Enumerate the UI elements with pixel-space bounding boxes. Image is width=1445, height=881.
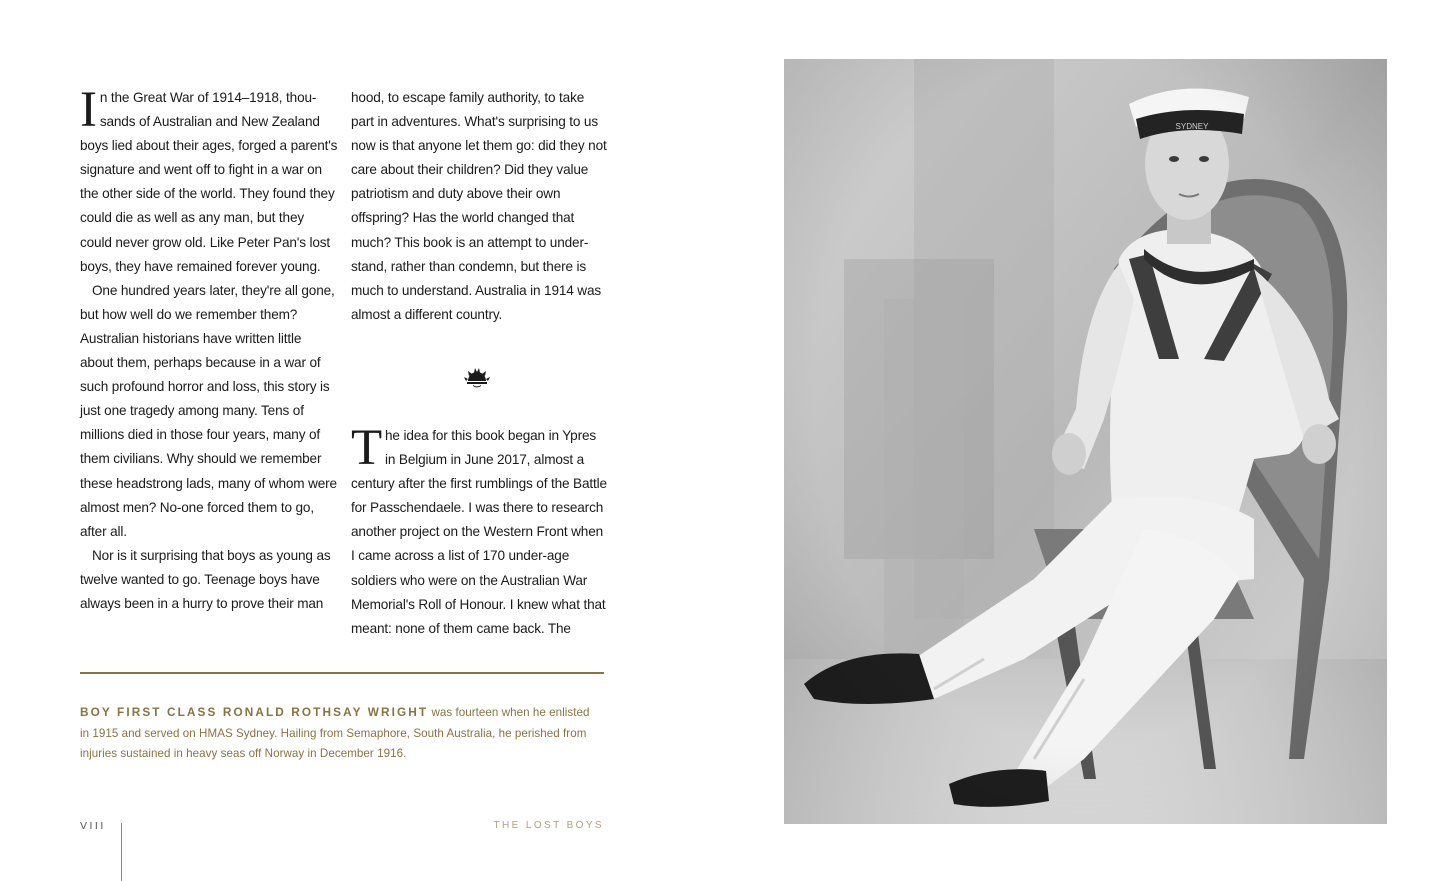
running-head: THE LOST BOYS [493, 820, 604, 831]
body-section-two [351, 420, 609, 641]
drop-cap: I [80, 82, 97, 138]
drop-cap: T [351, 420, 383, 476]
page-number: VIII [80, 820, 106, 832]
caption-rule [80, 672, 604, 674]
caption-name: BOY FIRST CLASS RONALD ROTHSAY WRIGHT [80, 705, 429, 719]
gutter-line [121, 823, 122, 881]
body-column-right [351, 86, 609, 327]
body-column-left [80, 82, 338, 616]
caption-text: was fourteen when he enlisted in 1915 and served on HMAS Sydney. Hailing from Semaphore, South Australia, he perished from injuries sustained in heavy seas off Norway in December 1916. [80, 706, 590, 760]
portrait-photo [784, 59, 1387, 824]
rising-sun-icon [464, 368, 490, 388]
paragraph-4: hood, to escape family authority, to take part in adventures. What's surprising to us now is that anyone let them go: did they not care about their children? Did they value patriotism and duty above their own offspring? Has the world changed that much? This book is an attempt to understand, rather than condemn, but there is much to understand. Australia in 1914 was almost a different country. [351, 90, 607, 322]
paragraph-5-text: he idea for this book began in Ypres in Belgium in June 2017, almost a century after the first rumblings of the Battle for Passchendaele. I was there to research another project on the Western Front when I came across a list of 170 under-age soldiers who were on the Australian War Memorial's Roll of Honour. I knew what that meant: none of them came back. The [351, 428, 607, 636]
paragraph-5 [351, 420, 609, 641]
paragraph-2: One hundred years later, they're all gone, but how well do we remember them? Australian historians have written little about them, perhaps because in a war of such profound horror and loss, this story is just one tragedy among many. Tens of millions died in those four years, many of them civilians. Why should we remember these headstrong lads, many of whom were almost men? No-one forced them to go, after all. [80, 282, 337, 539]
photo-caption [80, 702, 600, 765]
paragraph-1 [80, 82, 338, 279]
paragraph-1-text: n the Great War of 1914–1918, thousands of Australian and New Zealand boys lied about their ages, forged a parent's signature and went off to fight in a war on the other side of the world. They found they could die as well as any man, but they could never grow old. Like Peter Pan's lost boys, they have remained forever young. [80, 90, 338, 274]
paragraph-3: Nor is it surprising that boys as young as twelve wanted to go. Teenage boys have always been in a hurry to prove their man [80, 547, 331, 611]
